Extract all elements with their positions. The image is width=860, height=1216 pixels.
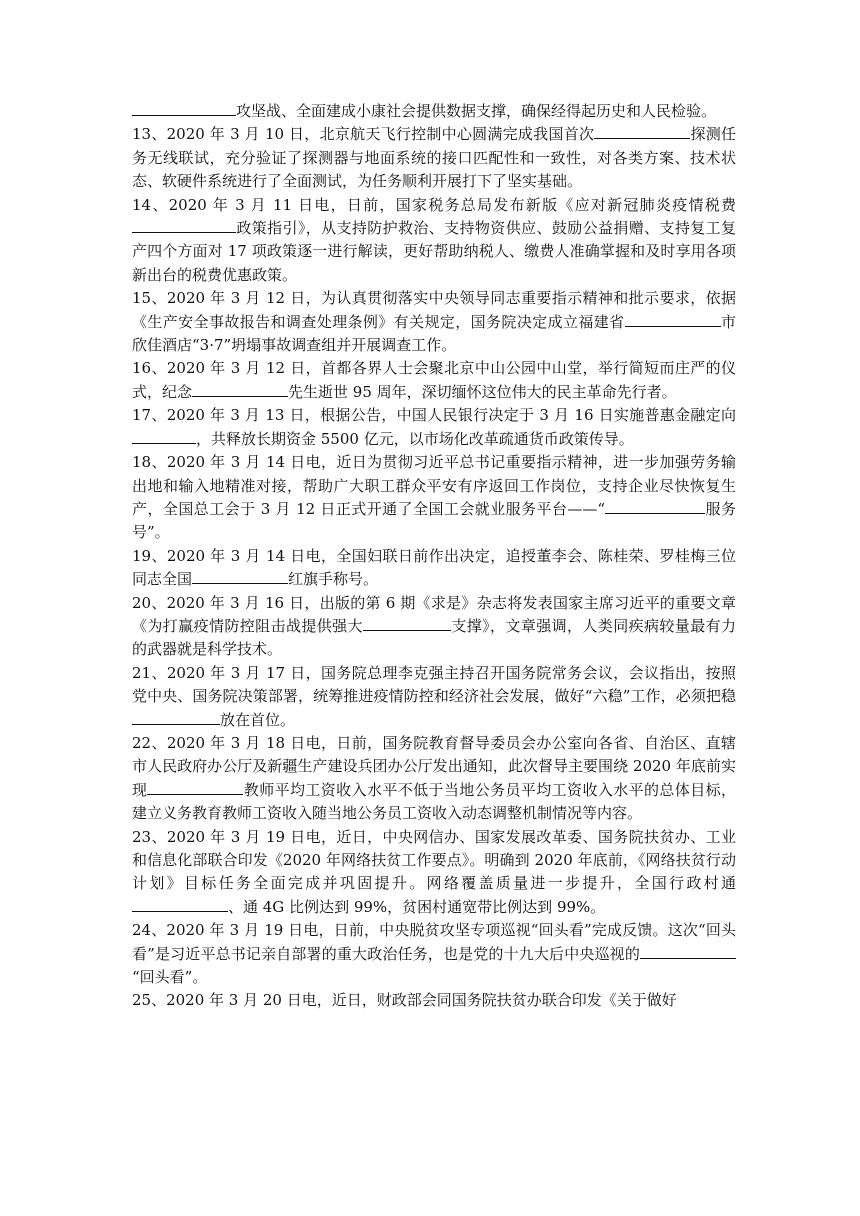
paragraph-text: ，共释放长期资金 5500 亿元，以市场化改革疏通货币政策传导。 — [196, 429, 634, 448]
fill-blank[interactable] — [132, 218, 236, 233]
paragraph-25 — [132, 989, 736, 1012]
paragraph-15 — [132, 287, 736, 357]
paragraph-text: 探测任务无线联试，充分验证了探测器与地面系统的接口匹配性和一致性，对各类方案、技术状态、软硬件系统进行了全面测试，为任务顺利开展打下了坚实基础。 — [132, 125, 736, 191]
paragraph-17 — [132, 404, 736, 451]
paragraph-text: 、通 4G 比例达到 99%，贫困村通宽带比例达到 99%。 — [228, 897, 606, 916]
paragraph-21 — [132, 662, 736, 732]
paragraph-16 — [132, 357, 736, 404]
paragraph-text: 支撑》，文章强调，人类同疾病较量最有力的武器就是科学技术。 — [132, 616, 736, 659]
fill-blank[interactable] — [192, 382, 288, 397]
paragraph-19 — [132, 545, 736, 592]
paragraph-text: 13、2020 年 3 月 10 日，北京航天飞行控制中心圆满完成我国首次 — [132, 125, 595, 144]
paragraph-18 — [132, 451, 736, 545]
paragraph-text: 18、2020 年 3 月 14 日电，近日为贯彻习近平总书记重要指示精神，进一步加强劳务输出地和输入地精准对接，帮助广大职工群众平安有序返回工作岗位，支持企业尽快恢复生产，全国总工会于 3 月 12 日正式开通了全国工会就业服务平台——“ — [132, 453, 736, 518]
paragraph-text: 红旗手称号。 — [288, 570, 379, 589]
paragraph-23 — [132, 826, 736, 920]
paragraph-14 — [132, 194, 736, 288]
fill-blank[interactable] — [192, 569, 288, 584]
paragraph-24 — [132, 919, 736, 989]
fill-blank[interactable] — [147, 780, 243, 795]
paragraph-text: 17、2020 年 3 月 13 日，根据公告，中国人民银行决定于 3 月 16 日实施普惠金融定向 — [132, 406, 736, 425]
paragraph-text: 23、2020 年 3 月 19 日电，近日，中央网信办、国家发展改革委、国务院扶贫办、工业和信息化部联合印发《2020 年网络扶贫工作要点》。明确到 2020 年底前，《网络扶贫行动计划》目标任务全面完成并巩固提升。网络覆盖质量进一步提升，全国行政村通 — [132, 827, 736, 893]
paragraph-22 — [132, 732, 736, 826]
fill-blank[interactable] — [132, 710, 220, 725]
paragraph-text: 16、2020 年 3 月 12 日，首都各界人士会聚北京中山公园中山堂，举行简短而庄严的仪式，纪念 — [132, 359, 736, 401]
paragraph-13 — [132, 123, 736, 193]
paragraph-text: 15、2020 年 3 月 12 日，为认真贯彻落实中央领导同志重要指示精神和批示要求，依据《生产安全事故报告和调查处理条例》有关规定，国务院决定成立福建省 — [132, 289, 736, 331]
paragraph-text: 先生逝世 95 周年，深切缅怀这位伟大的民主革命先行者。 — [288, 382, 677, 401]
paragraph-text: 21、2020 年 3 月 17 日，国务院总理李克强主持召开国务院常务会议，会议指出，按照党中央、国务院决策部署，统筹推进疫情防控和经济社会发展，做好“六稳”工作，必须把稳 — [132, 663, 736, 706]
paragraph-text: 19、2020 年 3 月 14 日电，全国妇联日前作出决定，追授董李会、陈桂荣、罗桂梅三位同志全国 — [132, 546, 736, 589]
paragraph-20 — [132, 592, 736, 662]
fill-blank[interactable] — [132, 897, 228, 912]
paragraph-text: 22、2020 年 3 月 18 日电，日前，国务院教育督导委员会办公室向各省、自治区、直辖市人民政府办公厅及新疆生产建设兵团办公厅发出通知，此次督导主要围绕 2020 年底前实现 — [132, 733, 736, 799]
paragraph-text: 24、2020 年 3 月 19 日电，日前，中央脱贫攻坚专项巡视“回头看”完成反馈。这次“回头看”是习近平总书记亲自部署的重大政治任务，也是党的十九大后中央巡视的 — [132, 921, 736, 963]
paragraph-text: 教师平均工资收入水平不低于当地公务员平均工资收入水平的总体目标，建立义务教育教师工资收入随当地公务员工资收入动态调整机制情况等内容。 — [132, 780, 736, 823]
fill-blank[interactable] — [132, 429, 196, 444]
fill-blank[interactable] — [594, 124, 690, 139]
paragraph-text: 25、2020 年 3 月 20 日电，近日，财政部会同国务院扶贫办联合印发《关于做好 — [132, 991, 677, 1010]
paragraph-text: 14、2020 年 3 月 11 日电，日前，国家税务总局发布新版《应对新冠肺炎疫情税费 — [132, 195, 736, 214]
fill-blank[interactable] — [625, 312, 721, 327]
paragraph-text: 政策指引》，从支持防护救治、支持物资供应、鼓励公益捐赠、支持复工复产四个方面对 17 项政策逐一进行解读，更好帮助纳税人、缴费人准确掌握和及时享用各项新出台的税费优惠政策。 — [132, 219, 736, 284]
fill-blank[interactable] — [605, 499, 705, 514]
paragraph-text: 放在首位。 — [220, 710, 296, 729]
paragraph-text: “回头看”。 — [132, 968, 208, 987]
paragraph-text: 市欣佳酒店“3·7”坍塌事故调查组并开展调查工作。 — [132, 312, 736, 355]
paragraph-text: 服务号”。 — [132, 499, 736, 542]
paragraph-text: 攻坚战、全面建成小康社会提供数据支撑，确保经得起历史和人民检验。 — [236, 102, 717, 120]
fill-blank[interactable] — [363, 616, 451, 631]
paragraph-12-continuation — [132, 100, 736, 123]
fill-blank[interactable] — [132, 101, 236, 116]
paragraph-text: 20、2020 年 3 月 16 日，出版的第 6 期《求是》杂志将发表国家主席习近平的重要文章《为打赢疫情防控阻击战提供强大 — [132, 593, 736, 635]
fill-blank[interactable] — [640, 944, 736, 959]
